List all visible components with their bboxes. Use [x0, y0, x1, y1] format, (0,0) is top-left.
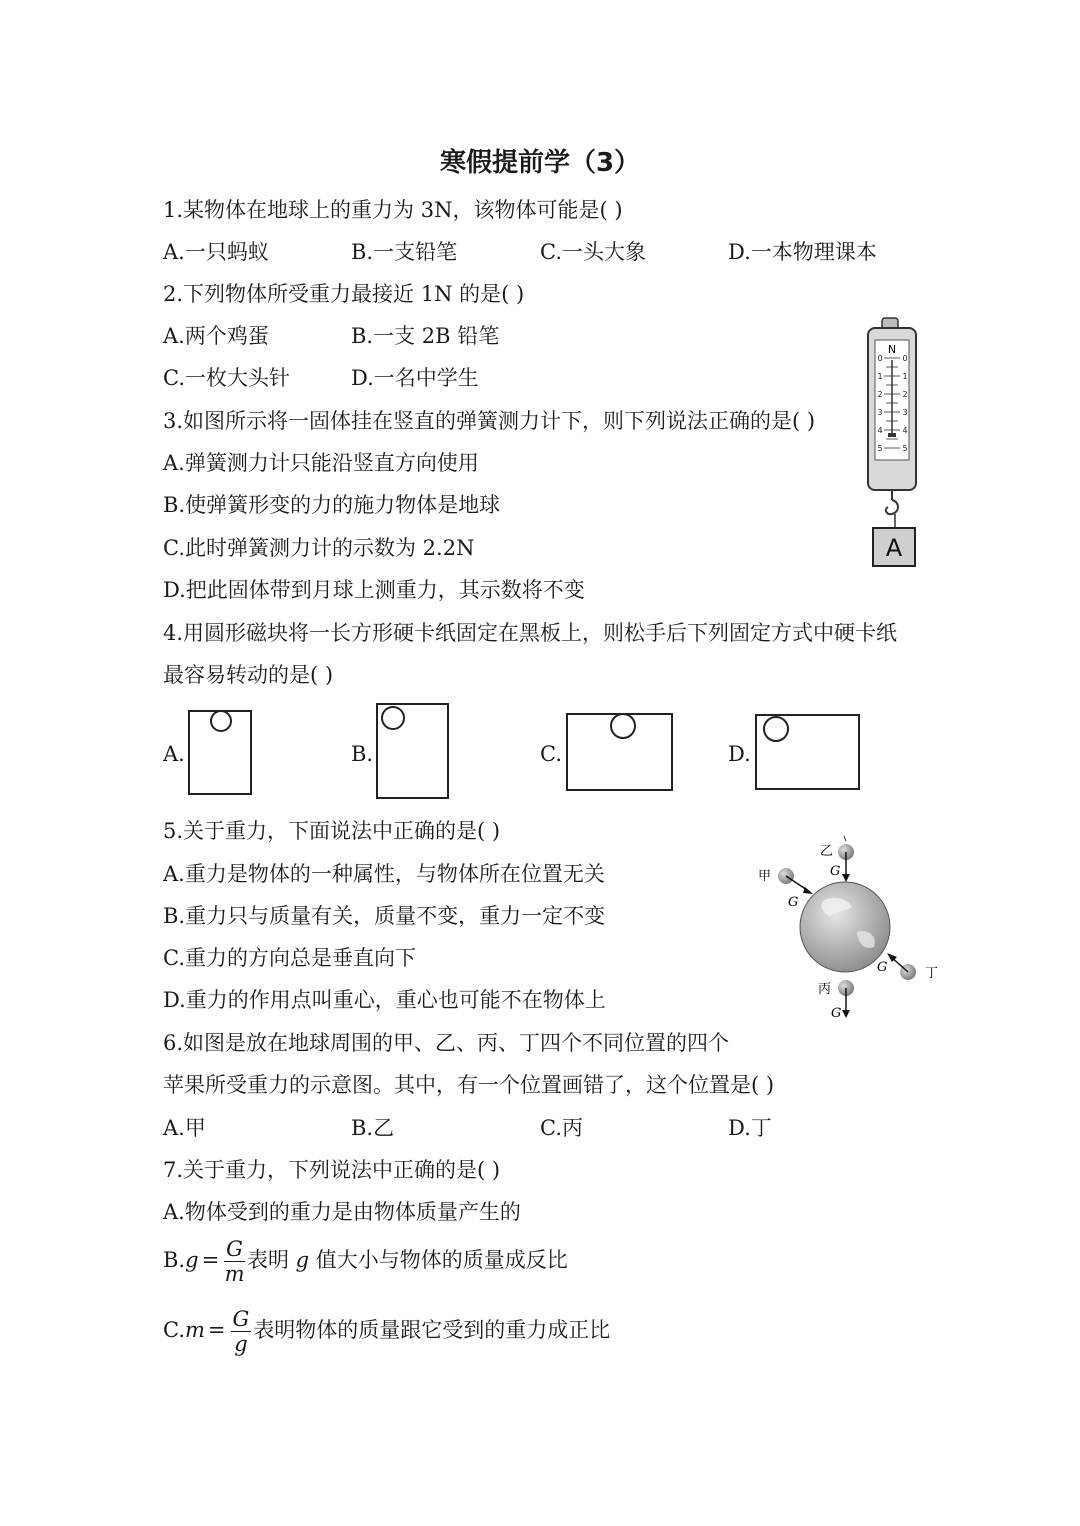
- scale-tick-label-left: 4: [877, 426, 883, 435]
- q3-option-d[interactable]: D.把此固体带到月球上测重力，其示数将不变: [163, 578, 585, 602]
- force-label-g: G: [788, 895, 799, 910]
- magnet-circle: [382, 707, 404, 729]
- q5-option-a[interactable]: A.重力是物体的一种属性，与物体所在位置无关: [163, 862, 605, 886]
- fraction-numerator: G: [226, 1237, 243, 1261]
- q1-option-b[interactable]: B.一支铅笔: [351, 240, 458, 264]
- q4-option-c[interactable]: C.: [540, 742, 562, 766]
- label-ding: 丁: [925, 966, 939, 981]
- option-text: 值大小与物体的质量成反比: [309, 1248, 568, 1272]
- fraction-g-over-g: [231, 1307, 252, 1356]
- question-6-stem-line1: 6.如图是放在地球周围的甲、乙、丙、丁四个不同位置的四个: [163, 1031, 730, 1055]
- magnet-circle: [211, 711, 231, 731]
- apple-stem: [844, 836, 846, 841]
- q4-option-d[interactable]: D.: [728, 742, 751, 766]
- q2-option-d[interactable]: D.一名中学生: [351, 366, 479, 390]
- force-label-g: G: [830, 864, 841, 879]
- q2-option-c[interactable]: C.一枚大头针: [163, 366, 290, 390]
- question-3-stem: 3.如图所示将一固体挂在竖直的弹簧测力计下，则下列说法正确的是( ): [163, 409, 816, 433]
- q6-option-a[interactable]: A.甲: [163, 1116, 206, 1140]
- question-6-stem-line2: 苹果所受重力的示意图。其中，有一个位置画错了，这个位置是( ): [163, 1073, 775, 1097]
- arrowhead: [842, 874, 850, 882]
- scale-pointer: [888, 433, 896, 437]
- formula-equals: =: [207, 1318, 226, 1342]
- question-4-stem-line1: 4.用圆形磁块将一长方形硬卡纸固定在黑板上，则松手后下列固定方式中硬卡纸: [163, 621, 898, 645]
- scale-tick-label-right: 2: [902, 390, 908, 399]
- option-text: 表明: [246, 1248, 296, 1272]
- q7-option-c[interactable]: [163, 1306, 610, 1356]
- q4-figure-a: [188, 708, 254, 798]
- q4-option-b[interactable]: B.: [351, 742, 374, 766]
- fraction-denominator: g: [234, 1332, 248, 1356]
- q3-option-c[interactable]: C.此时弹簧测力计的示数为 2.2N: [163, 536, 475, 560]
- spring-scale-figure: [862, 318, 932, 573]
- label-jia: 甲: [758, 869, 772, 884]
- q6-option-b[interactable]: B.乙: [351, 1116, 395, 1140]
- scale-tick-label-right: 5: [902, 444, 908, 453]
- scale-hook: [886, 500, 898, 514]
- arrowhead: [842, 1010, 850, 1018]
- scale-tick-label-left: 2: [877, 390, 883, 399]
- q4-figure-c: [566, 711, 674, 793]
- fraction-g-over-m: [224, 1237, 245, 1286]
- label-yi: 乙: [820, 844, 834, 859]
- fraction-numerator: G: [232, 1307, 250, 1331]
- q6-option-c[interactable]: C.丙: [540, 1116, 583, 1140]
- question-4-stem-line2: 最容易转动的是( ): [163, 663, 334, 687]
- magnet-circle: [611, 714, 635, 738]
- q1-option-a[interactable]: A.一只蚂蚁: [163, 240, 269, 264]
- earth: [800, 882, 890, 972]
- scale-tick-label-left: 5: [877, 444, 883, 453]
- earth-apples-figure: [752, 832, 972, 1027]
- formula-var: g: [295, 1248, 310, 1272]
- q4-figure-d: [755, 712, 861, 792]
- q4-option-a[interactable]: A.: [163, 742, 185, 766]
- option-prefix: B.: [163, 1248, 186, 1272]
- force-label-g: G: [831, 1006, 842, 1021]
- question-2-stem: 2.下列物体所受重力最接近 1N 的是( ): [163, 282, 525, 306]
- scale-tick-label-right: 3: [902, 408, 908, 417]
- label-bing: 丙: [818, 982, 832, 997]
- page-title: 寒假提前学（3）: [439, 148, 641, 178]
- option-text: 表明物体的质量跟它受到的重力成正比: [253, 1318, 611, 1342]
- q7-option-b[interactable]: [163, 1236, 568, 1286]
- block-a-label: A: [885, 534, 903, 562]
- q5-option-d[interactable]: D.重力的作用点叫重心，重心也可能不在物体上: [163, 988, 606, 1012]
- q5-option-b[interactable]: B.重力只与质量有关，质量不变，重力一定不变: [163, 904, 606, 928]
- scale-unit-label: N: [887, 343, 897, 356]
- force-label-g: G: [877, 960, 888, 975]
- q4-figure-b: [376, 702, 450, 802]
- question-7-stem: 7.关于重力，下列说法中正确的是( ): [163, 1158, 501, 1182]
- scale-tick-label-left: 3: [877, 408, 883, 417]
- q3-option-a[interactable]: A.弹簧测力计只能沿竖直方向使用: [163, 451, 479, 475]
- scale-tick-label-right: 0: [902, 354, 908, 363]
- q2-option-b[interactable]: B.一支 2B 铅笔: [351, 324, 500, 348]
- q7-option-a[interactable]: A.物体受到的重力是由物体质量产生的: [163, 1200, 521, 1224]
- formula-lhs: g: [185, 1248, 199, 1272]
- scale-tick-label-left: 0: [877, 354, 883, 363]
- question-1-stem: 1.某物体在地球上的重力为 3N，该物体可能是( ): [163, 198, 623, 222]
- q6-option-d[interactable]: D.丁: [728, 1116, 772, 1140]
- fraction-denominator: m: [224, 1262, 245, 1286]
- q2-option-a[interactable]: A.两个鸡蛋: [163, 324, 269, 348]
- question-5-stem: 5.关于重力，下面说法中正确的是( ): [163, 819, 501, 843]
- q3-option-b[interactable]: B.使弹簧形变的力的施力物体是地球: [163, 493, 501, 517]
- magnet-circle: [764, 717, 788, 741]
- formula-equals: =: [201, 1248, 220, 1272]
- formula-lhs: m: [185, 1318, 205, 1342]
- scale-tick-label-left: 1: [877, 372, 883, 381]
- option-prefix: C.: [163, 1318, 185, 1342]
- q5-option-c[interactable]: C.重力的方向总是垂直向下: [163, 946, 416, 970]
- scale-tick-label-right: 4: [902, 426, 908, 435]
- q1-option-c[interactable]: C.一头大象: [540, 240, 646, 264]
- q1-option-d[interactable]: D.一本物理课本: [728, 240, 877, 264]
- scale-tick-label-right: 1: [902, 372, 908, 381]
